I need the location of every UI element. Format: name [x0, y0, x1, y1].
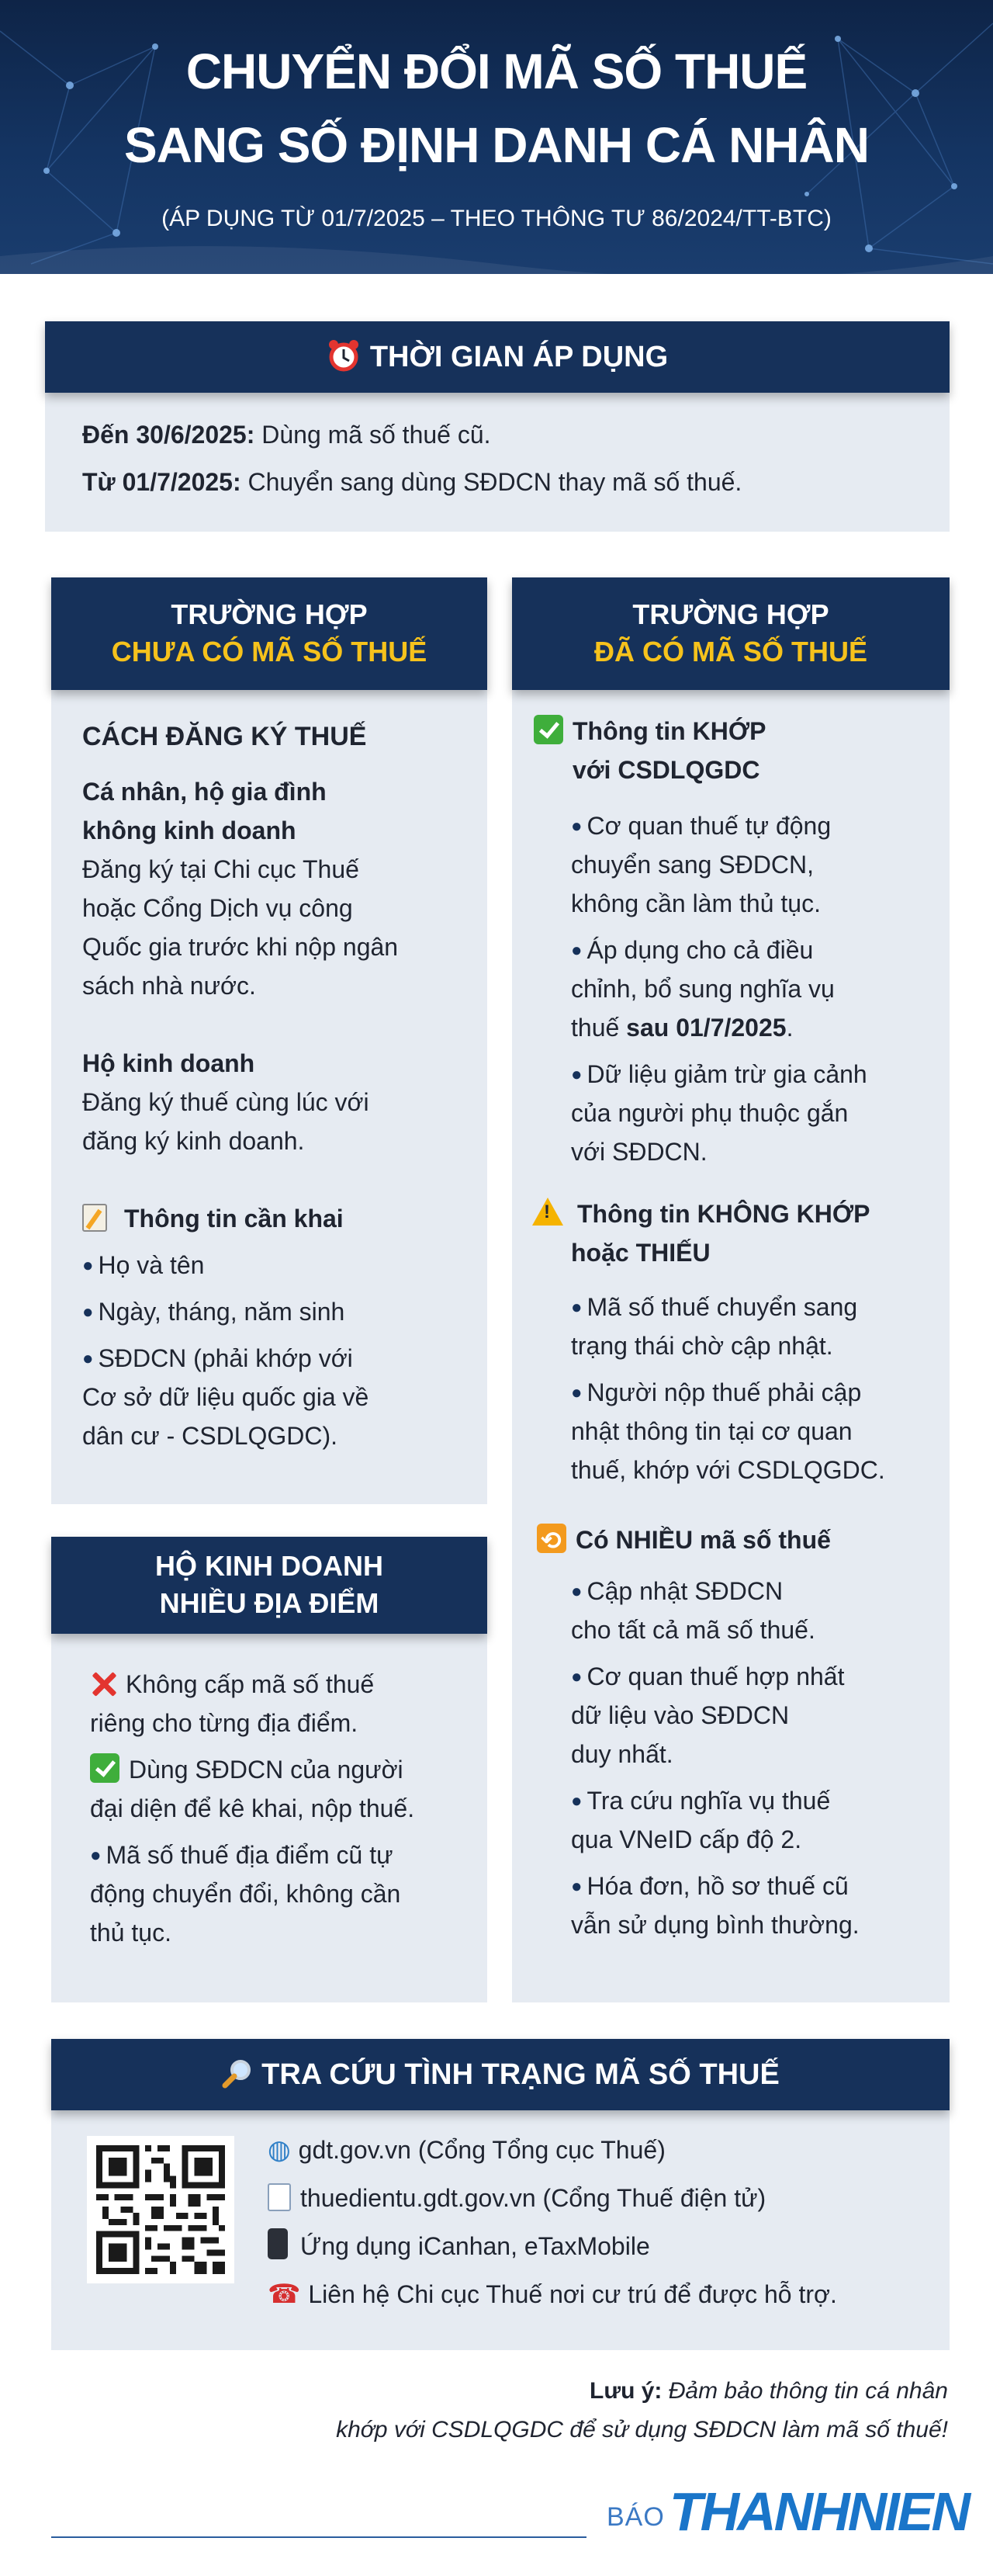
note-block	[336, 2372, 948, 2449]
title-line-2: SANG SỐ ĐỊNH DANH CÁ NHÂN	[124, 117, 869, 173]
timing-row-2	[82, 463, 742, 501]
many-item-2-l2: dữ liệu vào SĐDCN	[571, 1701, 790, 1729]
info-item-3-text: SĐDCN (phải khớp với	[98, 1344, 353, 1372]
memo-icon	[82, 1204, 107, 1232]
mismatch-item-1	[571, 1288, 857, 1326]
bullet-icon: ●	[82, 1348, 94, 1369]
match-title-l2: với CSDLQGDC	[573, 756, 760, 784]
timing-row1-label: Đến 30/6/2025:	[82, 421, 255, 449]
lookup-item-1-text: gdt.gov.vn (Cổng Tổng cục Thuế)	[298, 2136, 666, 2164]
mismatch-item-2	[571, 1374, 861, 1412]
bullet-icon: ●	[571, 940, 583, 961]
info-item-1	[82, 1246, 204, 1285]
bullet-icon: ●	[82, 1302, 94, 1323]
check-mark-icon	[534, 715, 563, 744]
group2-text-l2: đăng ký kinh doanh.	[82, 1127, 305, 1155]
lookup-item-2-text: thuedientu.gdt.gov.vn (Cổng Thuế điện tử)	[300, 2184, 766, 2212]
bullet-icon: ●	[571, 1581, 583, 1602]
mismatch-title-l2: hoặc THIẾU	[571, 1239, 711, 1267]
qr-code-icon	[96, 2145, 225, 2274]
bullet-icon: ●	[82, 1255, 94, 1276]
many-item-3-l2: qua VNeID cấp độ 2.	[571, 1825, 802, 1853]
brand-logo	[607, 2481, 968, 2543]
group1-title-l2: không kinh doanh	[82, 816, 296, 844]
timing-row2-text: Chuyển sang dùng SĐDCN thay mã số thuế.	[240, 468, 742, 496]
note-line-1	[336, 2372, 948, 2411]
brand-prefix: BÁO	[607, 2502, 665, 2532]
match-item-3-l3: với SĐDCN.	[571, 1138, 708, 1166]
match-item-2-l3a: thuế	[571, 1014, 627, 1042]
group2-title: Hộ kinh doanh	[82, 1049, 255, 1077]
right-case-header-line1: TRƯỜNG HỢP	[632, 598, 829, 630]
many-item-1-l2: cho tất cả mã số thuế.	[571, 1616, 815, 1644]
timing-title: THỜI GIAN ÁP DỤNG	[369, 341, 669, 373]
many-item-2	[571, 1658, 844, 1696]
many-item-2-text: Cơ quan thuế hợp nhất	[586, 1662, 845, 1690]
title-line-1: CHUYỂN ĐỔI MÃ SỐ THUẾ	[185, 43, 808, 99]
header-banner	[0, 0, 993, 274]
telephone-icon: ☎	[268, 2280, 301, 2309]
group1-text-l2: hoặc Cổng Dịch vụ công	[82, 894, 353, 922]
mismatch-item-1-text: Mã số thuế chuyển sang	[586, 1293, 858, 1321]
globe-icon: ◍	[268, 2135, 291, 2165]
bullet-icon: ●	[571, 1666, 583, 1687]
warning-icon	[532, 1198, 563, 1226]
group1-text-l1: Đăng ký tại Chi cục Thuế	[82, 855, 359, 883]
lookup-header	[51, 2039, 950, 2110]
left-case-header-line1: TRƯỜNG HỢP	[171, 598, 368, 630]
many-item-4-text: Hóa đơn, hồ sơ thuế cũ	[586, 1872, 849, 1900]
timing-header	[45, 321, 950, 393]
right-case-header-line2: ĐÃ CÓ MÃ SỐ THUẾ	[593, 636, 867, 667]
bullet-icon: ●	[571, 1876, 583, 1897]
many-title: Có NHIỀU mã số thuế	[576, 1526, 831, 1554]
multi-location-header-line2: NHIỀU ĐỊA ĐIỂM	[159, 1587, 379, 1619]
match-item-1-l2: chuyển sang SĐDCN,	[571, 851, 815, 879]
match-item-2-text: Áp dụng cho cả điều	[586, 936, 814, 964]
lookup-item-3	[268, 2228, 650, 2266]
lookup-item-3-text: Ứng dụng iCanhan, eTaxMobile	[300, 2232, 650, 2260]
bullet-icon: ●	[90, 1845, 102, 1866]
match-item-2-l2: chỉnh, bổ sung nghĩa vụ	[571, 975, 835, 1003]
match-item-1-l3: không cần làm thủ tục.	[571, 889, 821, 917]
multi-item-3-text: Mã số thuế địa điểm cũ tự	[106, 1841, 393, 1869]
left-case-header-line2: CHƯA CÓ MÃ SỐ THUẾ	[111, 636, 427, 667]
info-title: Thông tin cần khai	[124, 1205, 344, 1233]
lookup-item-1	[268, 2131, 666, 2169]
match-item-1	[571, 807, 831, 845]
match-item-3-text: Dữ liệu giảm trừ gia cảnh	[586, 1060, 867, 1088]
multi-item-1-text: Không cấp mã số thuế	[126, 1670, 375, 1698]
match-title-row	[534, 712, 766, 751]
check-mark-icon	[90, 1753, 119, 1783]
bullet-icon: ●	[571, 1791, 583, 1812]
register-section-title: CÁCH ĐĂNG KÝ THUẾ	[82, 722, 367, 751]
many-item-4	[571, 1867, 849, 1905]
info-item-3-l3: dân cư - CSDLQGDC).	[82, 1422, 338, 1450]
group1-text-l4: sách nhà nước.	[82, 972, 256, 1000]
mismatch-title-l1: Thông tin KHÔNG KHỚP	[577, 1200, 870, 1228]
mismatch-item-2-l3: thuế, khớp với CSDLQGDC.	[571, 1456, 885, 1484]
brand-name: THANHNIEN	[669, 2481, 969, 2542]
multi-item-3-l3: thủ tục.	[90, 1919, 171, 1947]
left-case-header	[51, 577, 487, 690]
note-text-l1: Đảm bảo thông tin cá nhân	[662, 2378, 948, 2404]
multi-item-3	[90, 1836, 393, 1874]
info-item-2-text: Ngày, tháng, năm sinh	[98, 1298, 345, 1326]
repeat-arrows-icon	[537, 1524, 566, 1553]
many-item-3	[571, 1782, 830, 1820]
subtitle: (ÁP DỤNG TỪ 01/7/2025 – THEO THÔNG TƯ 86/2024/TT-BTC)	[161, 206, 832, 231]
bullet-icon: ●	[571, 1064, 583, 1085]
info-title-row	[82, 1200, 344, 1238]
mobile-phone-icon	[268, 2228, 288, 2259]
footer-divider	[51, 2536, 586, 2538]
document-icon	[268, 2183, 291, 2211]
mismatch-item-2-text: Người nộp thuế phải cập	[586, 1378, 862, 1406]
bullet-icon: ●	[571, 1297, 583, 1318]
multi-item-1	[90, 1666, 374, 1704]
timing-row-1	[82, 416, 491, 454]
info-item-3-l2: Cơ sở dữ liệu quốc gia về	[82, 1383, 369, 1411]
mismatch-title-row	[532, 1195, 870, 1233]
multi-location-header	[51, 1537, 487, 1634]
match-item-3	[571, 1056, 867, 1094]
many-item-3-text: Tra cứu nghĩa vụ thuế	[586, 1787, 831, 1815]
right-case-header	[512, 577, 950, 690]
many-title-row	[537, 1521, 831, 1559]
multi-item-3-l2: động chuyển đổi, không cần	[90, 1880, 401, 1908]
cross-mark-icon	[90, 1671, 116, 1697]
bullet-icon: ●	[571, 816, 583, 837]
many-item-4-l2: vẫn sử dụng bình thường.	[571, 1911, 860, 1939]
timing-row2-label: Từ 01/7/2025:	[82, 468, 241, 496]
info-item-2	[82, 1293, 344, 1331]
magnifier-icon	[221, 2058, 254, 2090]
note-line-2: khớp với CSDLQGDC để sử dụng SĐDCN làm mã số thuế!	[336, 2417, 948, 2443]
qr-code	[87, 2136, 234, 2283]
bullet-icon: ●	[571, 1382, 583, 1403]
many-item-1-text: Cập nhật SĐDCN	[586, 1577, 784, 1605]
many-item-1	[571, 1572, 783, 1610]
match-item-2-l3b: sau 01/7/2025	[626, 1014, 787, 1042]
alarm-clock-icon	[327, 338, 361, 373]
mismatch-item-1-l2: trạng thái chờ cập nhật.	[571, 1332, 833, 1360]
lookup-item-4-text: Liên hệ Chi cục Thuế nơi cư trú để được hỗ trợ.	[308, 2280, 837, 2308]
match-item-3-l2: của người phụ thuộc gắn	[571, 1099, 849, 1127]
multi-item-1-l2: riêng cho từng địa điểm.	[90, 1709, 358, 1737]
group2-text-l1: Đăng ký thuế cùng lúc với	[82, 1088, 369, 1116]
timing-row1-text: Dùng mã số thuế cũ.	[254, 421, 491, 449]
multi-item-2-text: Dùng SĐDCN của người	[129, 1756, 403, 1784]
info-item-3	[82, 1340, 353, 1378]
note-label: Lưu ý:	[590, 2378, 663, 2404]
many-item-2-l3: duy nhất.	[571, 1740, 673, 1768]
mismatch-item-2-l2: nhật thông tin tại cơ quan	[571, 1417, 853, 1445]
match-item-1-text: Cơ quan thuế tự động	[586, 812, 832, 840]
multi-location-header-line1: HỘ KINH DOANH	[155, 1550, 383, 1582]
lookup-item-4	[268, 2276, 837, 2314]
multi-item-2-l2: đại diện để kê khai, nộp thuế.	[90, 1794, 415, 1822]
lookup-title: TRA CỨU TÌNH TRẠNG MÃ SỐ THUẾ	[261, 2058, 780, 2091]
match-item-2-l3	[571, 1009, 793, 1047]
match-title-l1: Thông tin KHỚP	[573, 717, 766, 745]
match-item-2	[571, 931, 813, 969]
lookup-item-2	[268, 2179, 766, 2217]
group1-text-l3: Quốc gia trước khi nộp ngân	[82, 933, 399, 961]
info-item-1-text: Họ và tên	[98, 1251, 205, 1279]
multi-item-2	[90, 1751, 403, 1789]
group1-title-l1: Cá nhân, hộ gia đình	[82, 778, 327, 806]
match-item-2-l3c: .	[786, 1014, 794, 1042]
